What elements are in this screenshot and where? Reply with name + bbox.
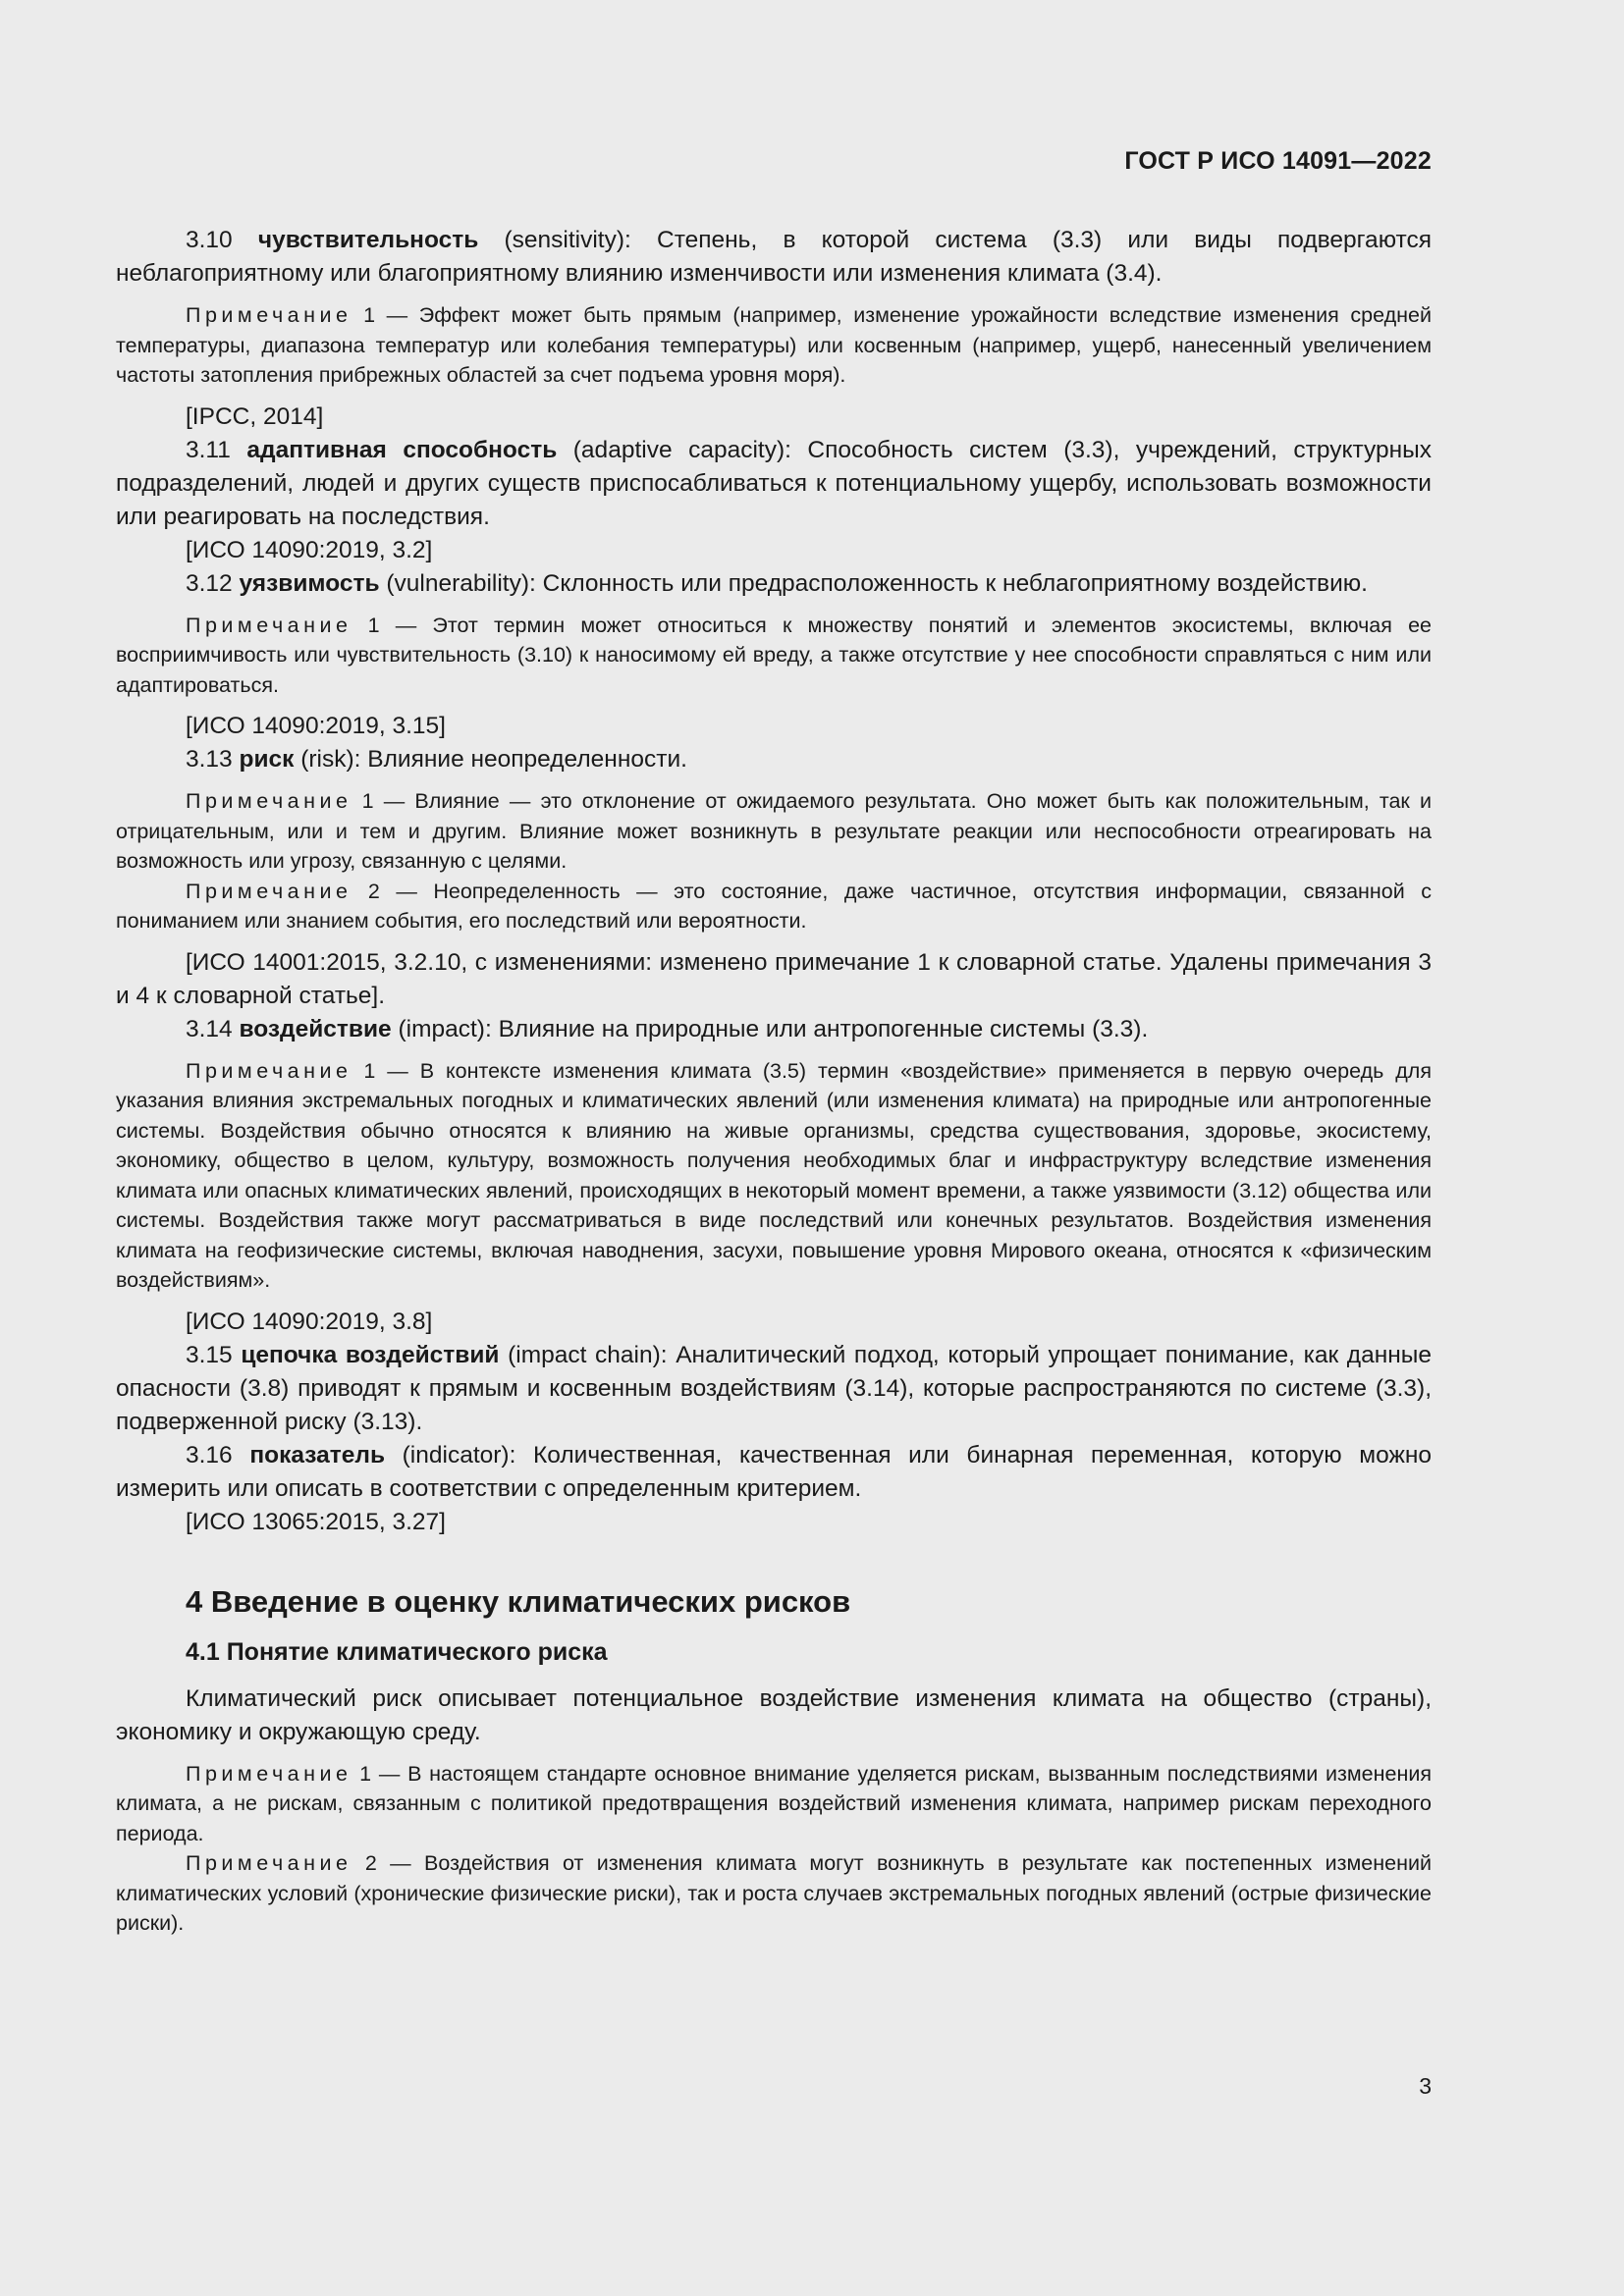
document-id-header: ГОСТ Р ИСО 14091—2022 [1124,147,1432,175]
reference-3-14: [ИСО 14090:2019, 3.8] [186,1308,433,1335]
subsection-4-1-heading: 4.1 Понятие климатического риска [186,1637,608,1666]
term-3-13: 3.13 риск (risk): Влияние неопределенности. [186,746,687,773]
page-number: 3 [1419,2073,1432,2099]
reference-3-16: [ИСО 13065:2015, 3.27] [186,1508,446,1535]
term-3-11: 3.11 адаптивная способность (adaptive capacity): Способность систем (3.3), учреждений, структурных подразделений, людей и других существ приспосабливаться к потенциальному ущербу, использовать возможности или реагировать на последствия. [116,436,1432,530]
reference-3-13: [ИСО 14001:2015, 3.2.10, с изменениями: изменено примечание 1 к словарной статье. Удалены примечания 3 и 4 к словарной статье]. [116,948,1432,1009]
term-name: уязвимость [239,569,380,597]
note-label: Примечание [186,303,352,327]
term-name: воздействие [239,1015,392,1042]
note-label: Примечание [186,1851,352,1875]
note-label: Примечание [186,1058,352,1083]
term-3-12: 3.12 уязвимость (vulnerability): Склонность или предрасположенность к неблагоприятному воздействию. [186,569,1368,597]
note-label: Примечание [186,613,352,637]
reference-3-12: [ИСО 14090:2019, 3.15] [186,713,446,739]
note-3-14-1: Примечание 1 — В контексте изменения климата (3.5) термин «воздействие» применяется в первую очередь для указания влияния экстремальных погодных и климатических явлений (или изменения климата) на природные или антропогенные системы. Воздействия обычно относятся к влиянию на живые организмы, средства существования, здоровье, экосистему, экономику, общество в целом, культуру, возможность получения необходимых благ и инфраструктуру вследствие изменения климата или опасных климатических явлений, происходящих в некоторый момент времени, а также уязвимости (3.12) общества или системы. Воздействия также могут рассматриваться в виде последствий или конечных результатов. Воздействия изменения климата на геофизические системы, включая наводнения, засухи, повышение уровня Мирового океана, относятся к «физическим воздействиям». [116,1058,1432,1292]
term-name: риск [239,746,295,773]
page-content [116,224,1432,1939]
term-3-16: 3.16 показатель (indicator): Количественная, качественная или бинарная переменная, которую можно измерить или описать в соответствии с определенным критерием. [116,1441,1432,1502]
note-label: Примечание [186,789,352,813]
note-label: Примечание [186,879,352,903]
note-4-1-2: Примечание 2 — Воздействия от изменения климата могут возникнуть в результате как постепенных изменений климатических условий (хронические физические риски), так и роста случаев экстремальных погодных явлений (острые физические риски). [116,1851,1432,1935]
note-3-10-1: Примечание 1 — Эффект может быть прямым (например, изменение урожайности вследствие изменения средней температуры, диапазона температур или колебания температуры) или косвенным (например, ущерб, нанесенный увеличением частоты затопления прибрежных областей за счет подъема уровня моря). [116,303,1432,387]
term-name: адаптивная способность [246,436,558,463]
reference-3-10: [IPCC, 2014] [186,402,324,430]
term-3-10: 3.10 чувствительность (sensitivity): Степень, в которой система (3.3) или виды подвергаются неблагоприятному или благоприятному влиянию изменчивости или изменения климата (3.4). [116,227,1432,287]
note-3-12-1: Примечание 1 — Этот термин может относиться к множеству понятий и элементов экосистемы, включая ее восприимчивость или чувствительность (3.10) к наносимому ей вреду, а также отсутствие у нее способности справляться с ним или адаптироваться. [116,613,1432,697]
section-4-heading: 4 Введение в оценку климатических рисков [186,1583,851,1619]
term-3-15: 3.15 цепочка воздействий (impact chain): Аналитический подход, который упрощает понимание, как данные опасности (3.8) приводят к прямым и косвенным воздействиям (3.14), которые распространяются по системе (3.3), подверженной риску (3.13). [116,1341,1433,1435]
note-3-13-2: Примечание 2 — Неопределенность — это состояние, даже частичное, отсутствия информации, связанной с пониманием или знанием события, его последствий или вероятности. [116,879,1432,933]
term-3-14: 3.14 воздействие (impact): Влияние на природные или антропогенные системы (3.3). [186,1015,1149,1042]
term-name: чувствительность [257,227,479,253]
section-4-1-paragraph: Климатический риск описывает потенциальное воздействие изменения климата на общество (страны), экономику и окружающую среду. [116,1684,1432,1745]
note-label: Примечание [186,1761,352,1786]
reference-3-11: [ИСО 14090:2019, 3.2] [186,536,433,563]
term-name: показатель [249,1441,386,1468]
term-name: цепочка воздействий [241,1341,500,1368]
note-4-1-1: Примечание 1 — В настоящем стандарте основное внимание уделяется рискам, вызванным последствиями изменения климата, а не рискам, связанным с политикой предотвращения воздействий изменения климата, например рискам переходного периода. [116,1761,1432,1845]
note-3-13-1: Примечание 1 — Влияние — это отклонение от ожидаемого результата. Оно может быть как положительным, так и отрицательным, или и тем и другим. Влияние может возникнуть в результате реакции или неспособности отреагировать на возможность или угрозу, связанную с целями. [116,789,1432,873]
